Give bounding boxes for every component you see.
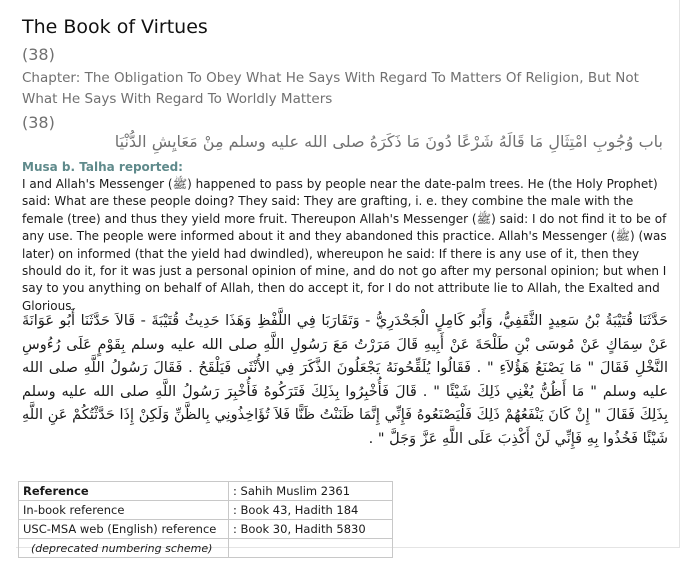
chapter-title-arabic: باب وُجُوبِ امْتِثَالِ مَا قَالَهُ شَرْعًا دُونَ مَا ذَكَرَهُ صلى الله عليه وسلم مِنْ مَعَايِشِ الدُّنْيَا <box>114 132 663 151</box>
empty-cell <box>229 539 393 558</box>
in-book-reference-label: In-book reference <box>19 501 229 520</box>
reference-table <box>18 481 393 558</box>
book-title: The Book of Virtues <box>22 16 208 38</box>
chapter-number: (38) <box>22 113 55 132</box>
hadith-narrator: Musa b. Talha reported: <box>22 160 183 174</box>
reference-value: : Sahih Muslim 2361 <box>229 482 393 501</box>
hadith-text-english: I and Allah's Messenger (ﷺ) happened to pass by people near the date-palm trees. He (the Holy Prophet) said: What are these people doing? They said: They are grafting, i. e. they combine the male with the female (tree) and thus they yield more fruit. Thereupon Allah's Messenger (ﷺ) said: I do not find it to be of any use. The people were informed about it and they abandoned this practice. Allah's Messenger (ﷺ) (was later) on informed (that the yield had dwindled), whereupon he said: If there is any use of it, then they should do it, for it was just a personal opinion of mine, and do not go after my personal opinion; but when I say to you anything on behalf of Allah, then do accept it, for I do not attribute lie to Allah, the Exalted and Glorious. <box>22 177 667 313</box>
usc-msa-reference-label: USC-MSA web (English) reference <box>19 520 229 539</box>
hadith-page <box>16 0 680 555</box>
chapter-title-english: Chapter: The Obligation To Obey What He Says With Regard To Matters Of Religion, But Not What He Says With Regard To Worldly Matters <box>22 70 639 107</box>
hadith-text-arabic: حَدَّثَنَا قُتَيْبَةُ بْنُ سَعِيدٍ الثَّقَفِيُّ، وَأَبُو كَامِلٍ الْجَحْدَرِيُّ - وَتَقَارَبَا فِي اللَّفْظِ وَهَذَا حَدِيثُ قُتَيْبَةَ - قَالاَ حَدَّثَنَا أَبُو عَوَانَةَ عَنْ سِمَاكٍ عَنْ مُوسَى بْنِ طَلْحَةَ عَنْ أَبِيهِ قَالَ مَرَرْتُ مَعَ رَسُولِ اللَّهِ صلى الله عليه وسلم بِقَوْمٍ عَلَى رُءُوسِ النَّخْلِ فَقَالَ " مَا يَصْنَعُ هَؤُلاَءِ " . فَقَالُوا يُلَقِّحُونَهُ يَجْعَلُونَ الذَّكَرَ فِي الأُنْثَى فَيَلْقَحُ . فَقَالَ رَسُولُ اللَّهِ صلى الله عليه وسلم " مَا أَظُنُّ يُغْنِي ذَلِكَ شَيْئًا " . قَالَ فَأُخْبِرُوا بِذَلِكَ فَتَرَكُوهُ فَأُخْبِرَ رَسُولُ اللَّهِ صلى الله عليه وسلم بِذَلِكَ فَقَالَ " إِنْ كَانَ يَنْفَعُهُمْ ذَلِكَ فَلْيَصْنَعُوهُ فَإِنِّي إِنَّمَا ظَنَنْتُ ظَنًّا فَلاَ تُؤَاخِذُونِي بِالظَّنِّ وَلَكِنْ إِذَا حَدَّثْتُكُمْ عَنِ اللَّهِ شَيْئًا فَخُذُوا بِهِ فَإِنِّي لَنْ أَكْذِبَ عَلَى اللَّهِ عَزَّ وَجَلَّ " . <box>22 313 668 447</box>
usc-msa-reference-value: : Book 30, Hadith 5830 <box>229 520 393 539</box>
deprecated-numbering-note: (deprecated numbering scheme) <box>19 539 229 558</box>
reference-label: Reference <box>19 482 229 501</box>
deprecated-note-row <box>19 539 393 558</box>
reference-row <box>19 482 393 501</box>
book-number: (38) <box>22 45 55 64</box>
in-book-reference-row <box>19 501 393 520</box>
in-book-reference-value: : Book 43, Hadith 184 <box>229 501 393 520</box>
usc-msa-reference-row <box>19 520 393 539</box>
